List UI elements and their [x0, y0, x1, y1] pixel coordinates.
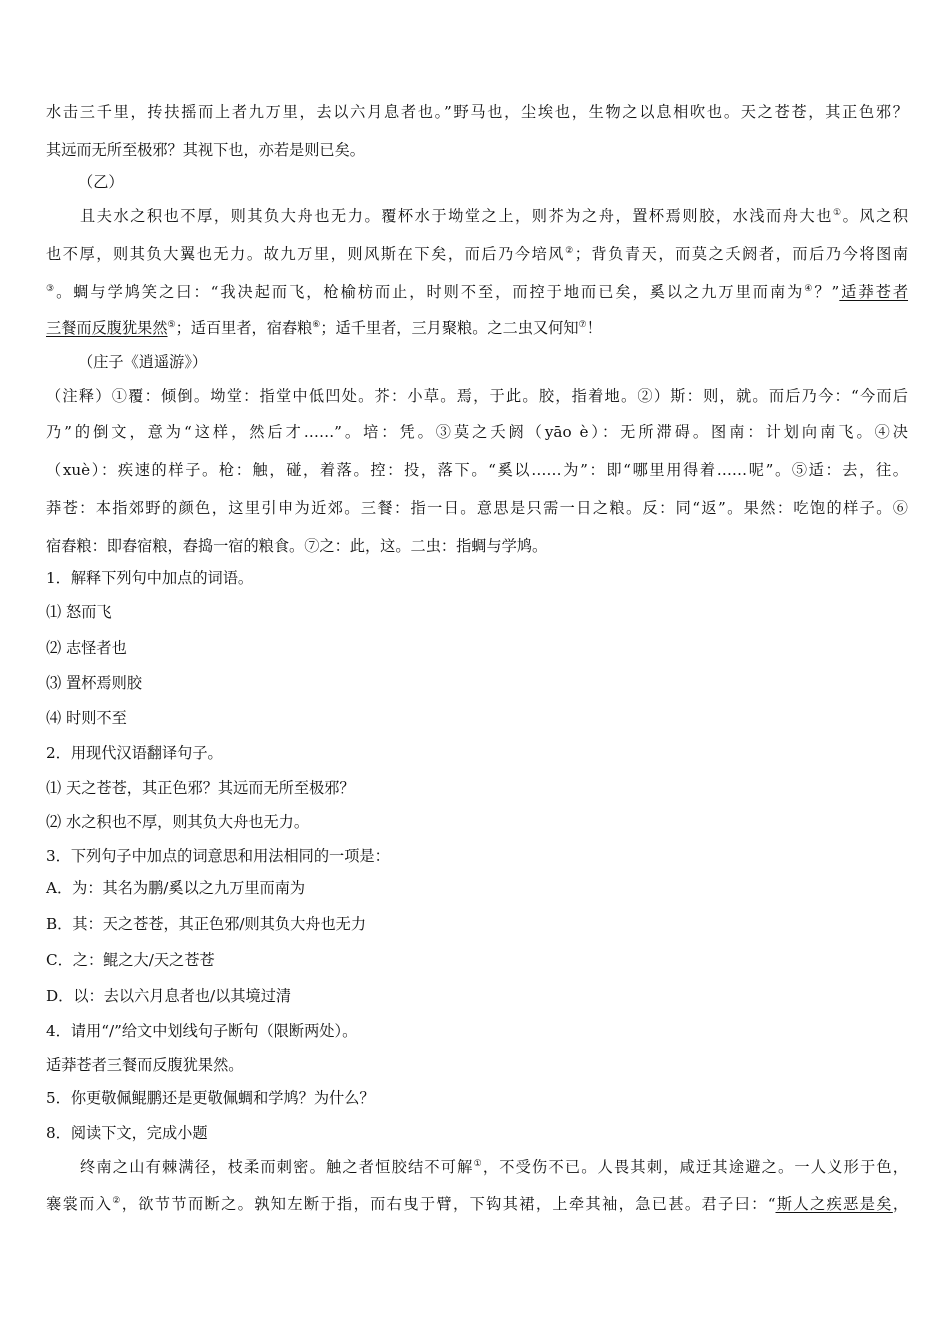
notes-line-3: （xuè）：疾速的样子。枪：触，碰，着落。控：投，落下。“奚以……为”：即“哪里用得着……呢”。⑤适：去，往。	[46, 461, 908, 479]
notes-line-2: 乃”的倒文，意为“这样，然后才……”。培：凭。③莫之夭阏（yāo è）：无所滞碍。图南：计划向南飞。④决	[46, 423, 908, 441]
question-1-item-3: ⑶ 置杯焉则胶	[46, 674, 142, 692]
passage-yi-line-3: ③。蜩与学鸠笑之曰：“我决起而飞，枪榆枋而止，时则不至，而控于地而已矣，奚以之九万里而南为④？”适莽苍者	[46, 283, 909, 301]
question-3: 3．下列句子中加点的词意思和用法相同的一项是：	[46, 847, 390, 865]
passage-2-line-1: 终南之山有棘满径，枝柔而刺密。触之者恒胶结不可解①，不受伤不已。人畏其刺，咸迂其途避之。一人义形于色，	[80, 1158, 908, 1176]
source-citation: （庄子《逍遥游》）	[78, 353, 208, 371]
passage-2-line-2: 褰裳而入②，欲节节而断之。孰知左断于指，而右曳于臂，下钩其裙，上牵其袖，急已甚。君子曰：“斯人之疾恶是矣，	[46, 1195, 909, 1213]
passage-yi-line-4: 三餐而反腹犹果然⑤；适百里者，宿舂粮⑥；适千里者，三月聚粮。之二虫又何知⑦！	[46, 319, 602, 337]
question-2-item-2: ⑵ 水之积也不厚，则其负大舟也无力。	[46, 813, 310, 831]
passage-jia-line-2: 其远而无所至极邪？其视下也，亦若是则已矣。	[46, 141, 365, 159]
passage-jia-line-1: 水击三千里，抟扶摇而上者九万里，去以六月息者也。”野马也，尘埃也，生物之以息相吹也。天之苍苍，其正色邪？	[46, 103, 908, 121]
notes-line-4: 莽苍：本指郊野的颜色，这里引申为近郊。三餐：指一日。意思是只需一日之粮。反：同“返”。果然：吃饱的样子。⑥	[46, 499, 908, 517]
question-1-item-2: ⑵ 志怪者也	[46, 639, 127, 657]
question-3-option-d: D．以：去以六月息者也/以其境过清	[46, 987, 292, 1005]
question-4-sentence: 适莽苍者三餐而反腹犹果然。	[46, 1056, 244, 1074]
question-3-option-b: B．其：天之苍苍，其正色邪/则其负大舟也无力	[46, 915, 367, 933]
notes-line-5: 宿舂粮：即舂宿粮，舂捣一宿的粮食。⑦之：此，这。二虫：指蜩与学鸠。	[46, 537, 548, 555]
passage-yi-line-1: 且夫水之积也不厚，则其负大舟也无力。覆杯水于坳堂之上，则芥为之舟，置杯焉则胶，水浅而舟大也①。风之积	[80, 207, 909, 225]
question-5: 5．你更敬佩鲲鹏还是更敬佩蜩和学鸠？为什么？	[46, 1089, 375, 1107]
section-label-yi: （乙）	[78, 173, 124, 191]
underlined-sentence-part-2: 三餐而反腹犹果然	[46, 319, 168, 337]
question-1-item-1: ⑴ 怒而飞	[46, 603, 112, 621]
question-1: 1．解释下列句中加点的词语。	[46, 569, 254, 587]
underlined-sentence-2: 斯人之疾恶是矣	[775, 1195, 893, 1213]
underlined-sentence-part-1: 适莽苍者	[839, 283, 909, 301]
question-1-item-4: ⑷ 时则不至	[46, 709, 127, 727]
question-2: 2．用现代汉语翻译句子。	[46, 744, 223, 762]
passage-yi-line-2: 也不厚，则其负大翼也无力。故九万里，则风斯在下矣，而后乃今培风②；背负青天，而莫之夭阏者，而后乃今将图南	[46, 245, 909, 263]
question-3-option-c: C．之：鲲之大/天之苍苍	[46, 951, 215, 969]
question-4: 4．请用“/”给文中划线句子断句（限断两处）。	[46, 1022, 358, 1040]
question-8: 8．阅读下文，完成小题	[46, 1124, 208, 1142]
question-2-item-1: ⑴ 天之苍苍，其正色邪？其远而无所至极邪？	[46, 779, 355, 797]
notes-line-1: （注释）①覆：倾倒。坳堂：指堂中低凹处。芥：小草。焉，于此。胶，指着地。②）斯：则，就。而后乃今：“今而后	[46, 387, 908, 405]
question-3-option-a: A．为：其名为鹏/奚以之九万里而南为	[46, 879, 306, 897]
